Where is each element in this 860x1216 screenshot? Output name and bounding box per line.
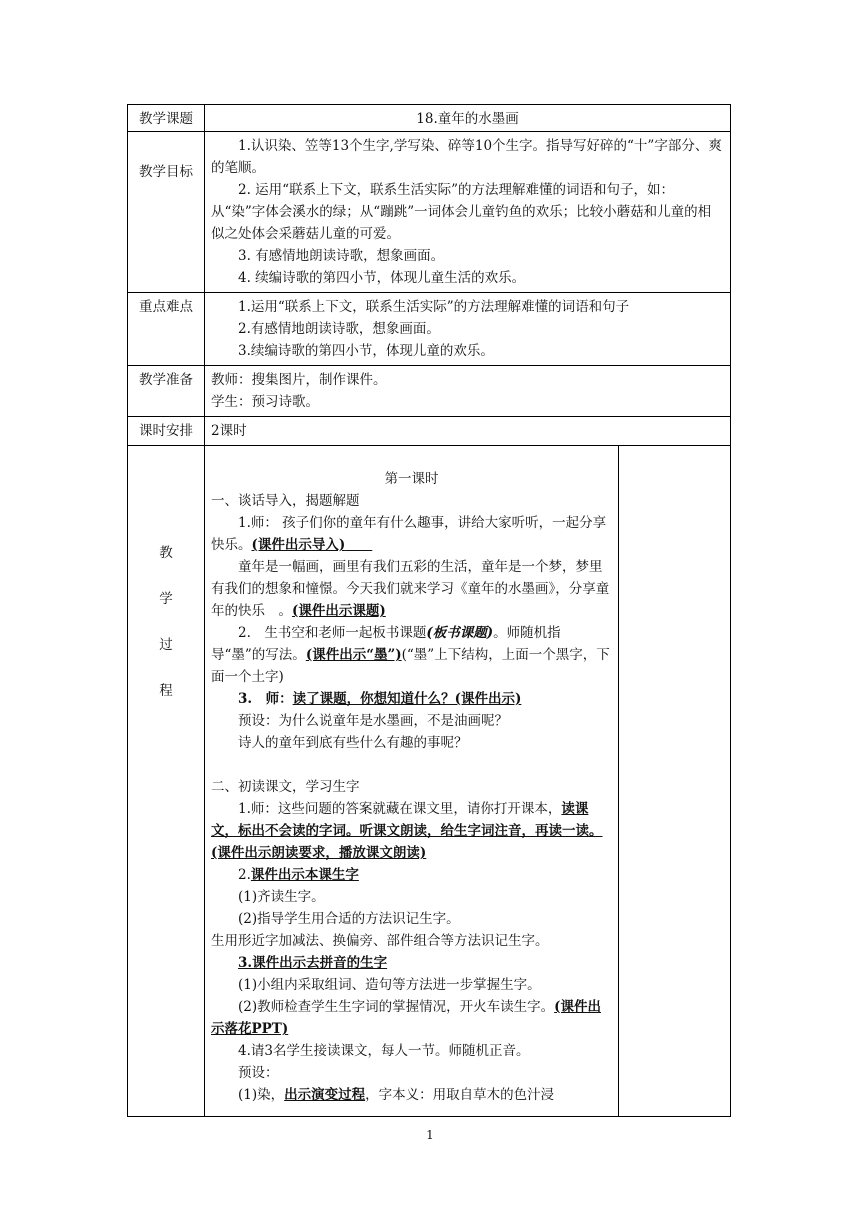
key-point-item: 2.有感情地朗读诗歌，想象画面。 [238,321,440,337]
prep-item: 学生：预习诗歌。 [211,394,319,410]
row-process [128,446,731,1117]
process-label-char: 程 [159,683,173,699]
page-number: 1 [426,1128,434,1142]
goal-item: 1.认识染、笠等13个生字,学写染、碎等10个生字。指导写好碎的“十”字部分、爽的笔顺。 [211,138,722,176]
goals-content [205,132,731,293]
label-key-points: 重点难点 [128,293,205,366]
key-points-content [205,293,731,366]
goal-item: 2. 运用“联系上下文，联系生活实际”的方法理解难懂的词语和句子，如：从“染”字体会溪水的绿；从“蹦跳”一词体会儿童钓鱼的欢乐；比较小蘑菇和儿童的相似之处体会采蘑菇儿童的可爱。 [211,182,712,242]
courseware-note: (课件出示落花PPT) [211,999,602,1037]
paragraph: 2. 生书空和老师一起板书课题(板书课题)。师随机指导“墨”的写法。(课件出示“墨”)(“墨”上下结构，上面一个黑字，下面一个土字) [211,625,610,685]
paragraph: (1)齐读生字。 [238,889,325,905]
prep-content [205,366,731,417]
courseware-note: 读课文，标出不会读的字词。听课文朗读，给生字词注音，再读一读。(课件出示朗读要求，播放课文朗读) [211,801,603,861]
lesson-title: 第一课时 [384,471,439,487]
lesson-plan-table [127,104,731,1117]
paragraph: 3. 师：读了课题，你想知道什么？(课件出示) [238,691,522,707]
schedule-value: 2课时 [205,417,731,446]
courseware-note: 课件出示本课生字 [250,867,359,883]
goal-item: 4. 续编诗歌的第四小节，体现儿童生活的欢乐。 [238,270,526,286]
paragraph: 2.课件出示本课生字 [238,867,359,883]
row-schedule [128,417,731,446]
label-goals: 教学目标 [128,132,205,293]
courseware-note: 读了课题，你想知道什么？(课件出示) [292,691,522,707]
section-heading: 二、初读课文，学习生字 [211,779,360,795]
paragraph: 生用形近字加减法、换偏旁、部件组合等方法识记生字。 [211,933,549,949]
paragraph: 童年是一幅画，画里有我们五彩的生活，童年是一个梦，梦里有我们的想象和憧憬。今天我们就来学习《童年的水墨画》，分享童年的快乐 。(课件出示课题) [211,559,610,619]
key-point-item: 1.运用“联系上下文，联系生活实际”的方法理解难懂的词语和句子 [238,299,630,315]
courseware-note: 3.课件出示去拼音的生字 [238,955,388,971]
paragraph: 1.师： 孩子们你的童年有什么趣事，讲给大家听听，一起分享快乐。(课件出示导入) [211,515,607,553]
key-point-item: 3.续编诗歌的第四小节，体现儿童的欢乐。 [238,343,494,359]
section-heading: 一、谈话导入，揭题解题 [211,493,360,509]
paragraph: 预设： [238,1065,279,1081]
label-process [128,446,205,1117]
paragraph: (1)小组内采取组词、造句等方法进一步掌握生字。 [238,977,541,993]
goal-item: 3. 有感情地朗读诗歌，想象画面。 [238,248,445,264]
courseware-note: (课件出示导入) [251,537,346,553]
paragraph: (1)染，出示演变过程，字本义：用取自草木的色汁浸 [238,1087,555,1103]
process-label-char: 教 [159,545,173,561]
topic-value: 18.童年的水墨画 [205,105,731,132]
row-goals [128,132,731,293]
paragraph: 1.师：这些问题的答案就藏在课文里，请你打开课本，读课文，标出不会读的字词。听课文朗读，给生字词注音，再读一读。(课件出示朗读要求，播放课文朗读) [211,801,603,861]
label-topic: 教学课题 [128,105,205,132]
prep-item: 教师：搜集图片，制作课件。 [211,372,387,388]
process-label-char: 学 [159,591,173,607]
process-content [205,446,619,1117]
paragraph: (2)指导学生用合适的方法识记生字。 [238,911,460,927]
courseware-note: 出示演变过程 [284,1087,366,1103]
courseware-note: (课件出示课题) [292,603,386,619]
notes-column [619,446,731,1117]
row-key-points [128,293,731,366]
courseware-note: (课件出示“墨”) [305,647,402,663]
label-schedule: 课时安排 [128,417,205,446]
row-prep [128,366,731,417]
row-topic [128,105,731,132]
paragraph: (2)教师检查学生生字词的掌握情况，开火车读生字。(课件出示落花PPT) [211,999,602,1037]
process-label-char: 过 [159,637,173,653]
label-prep: 教学准备 [128,366,205,417]
board-note: (板书课题) [426,625,494,641]
paragraph: 4.请3名学生接读课文，每人一节。师随机正音。 [238,1043,530,1059]
paragraph: 诗人的童年到底有些什么有趣的事呢？ [238,735,468,751]
paragraph: 预设：为什么说童年是水墨画，不是油画呢？ [238,713,508,729]
